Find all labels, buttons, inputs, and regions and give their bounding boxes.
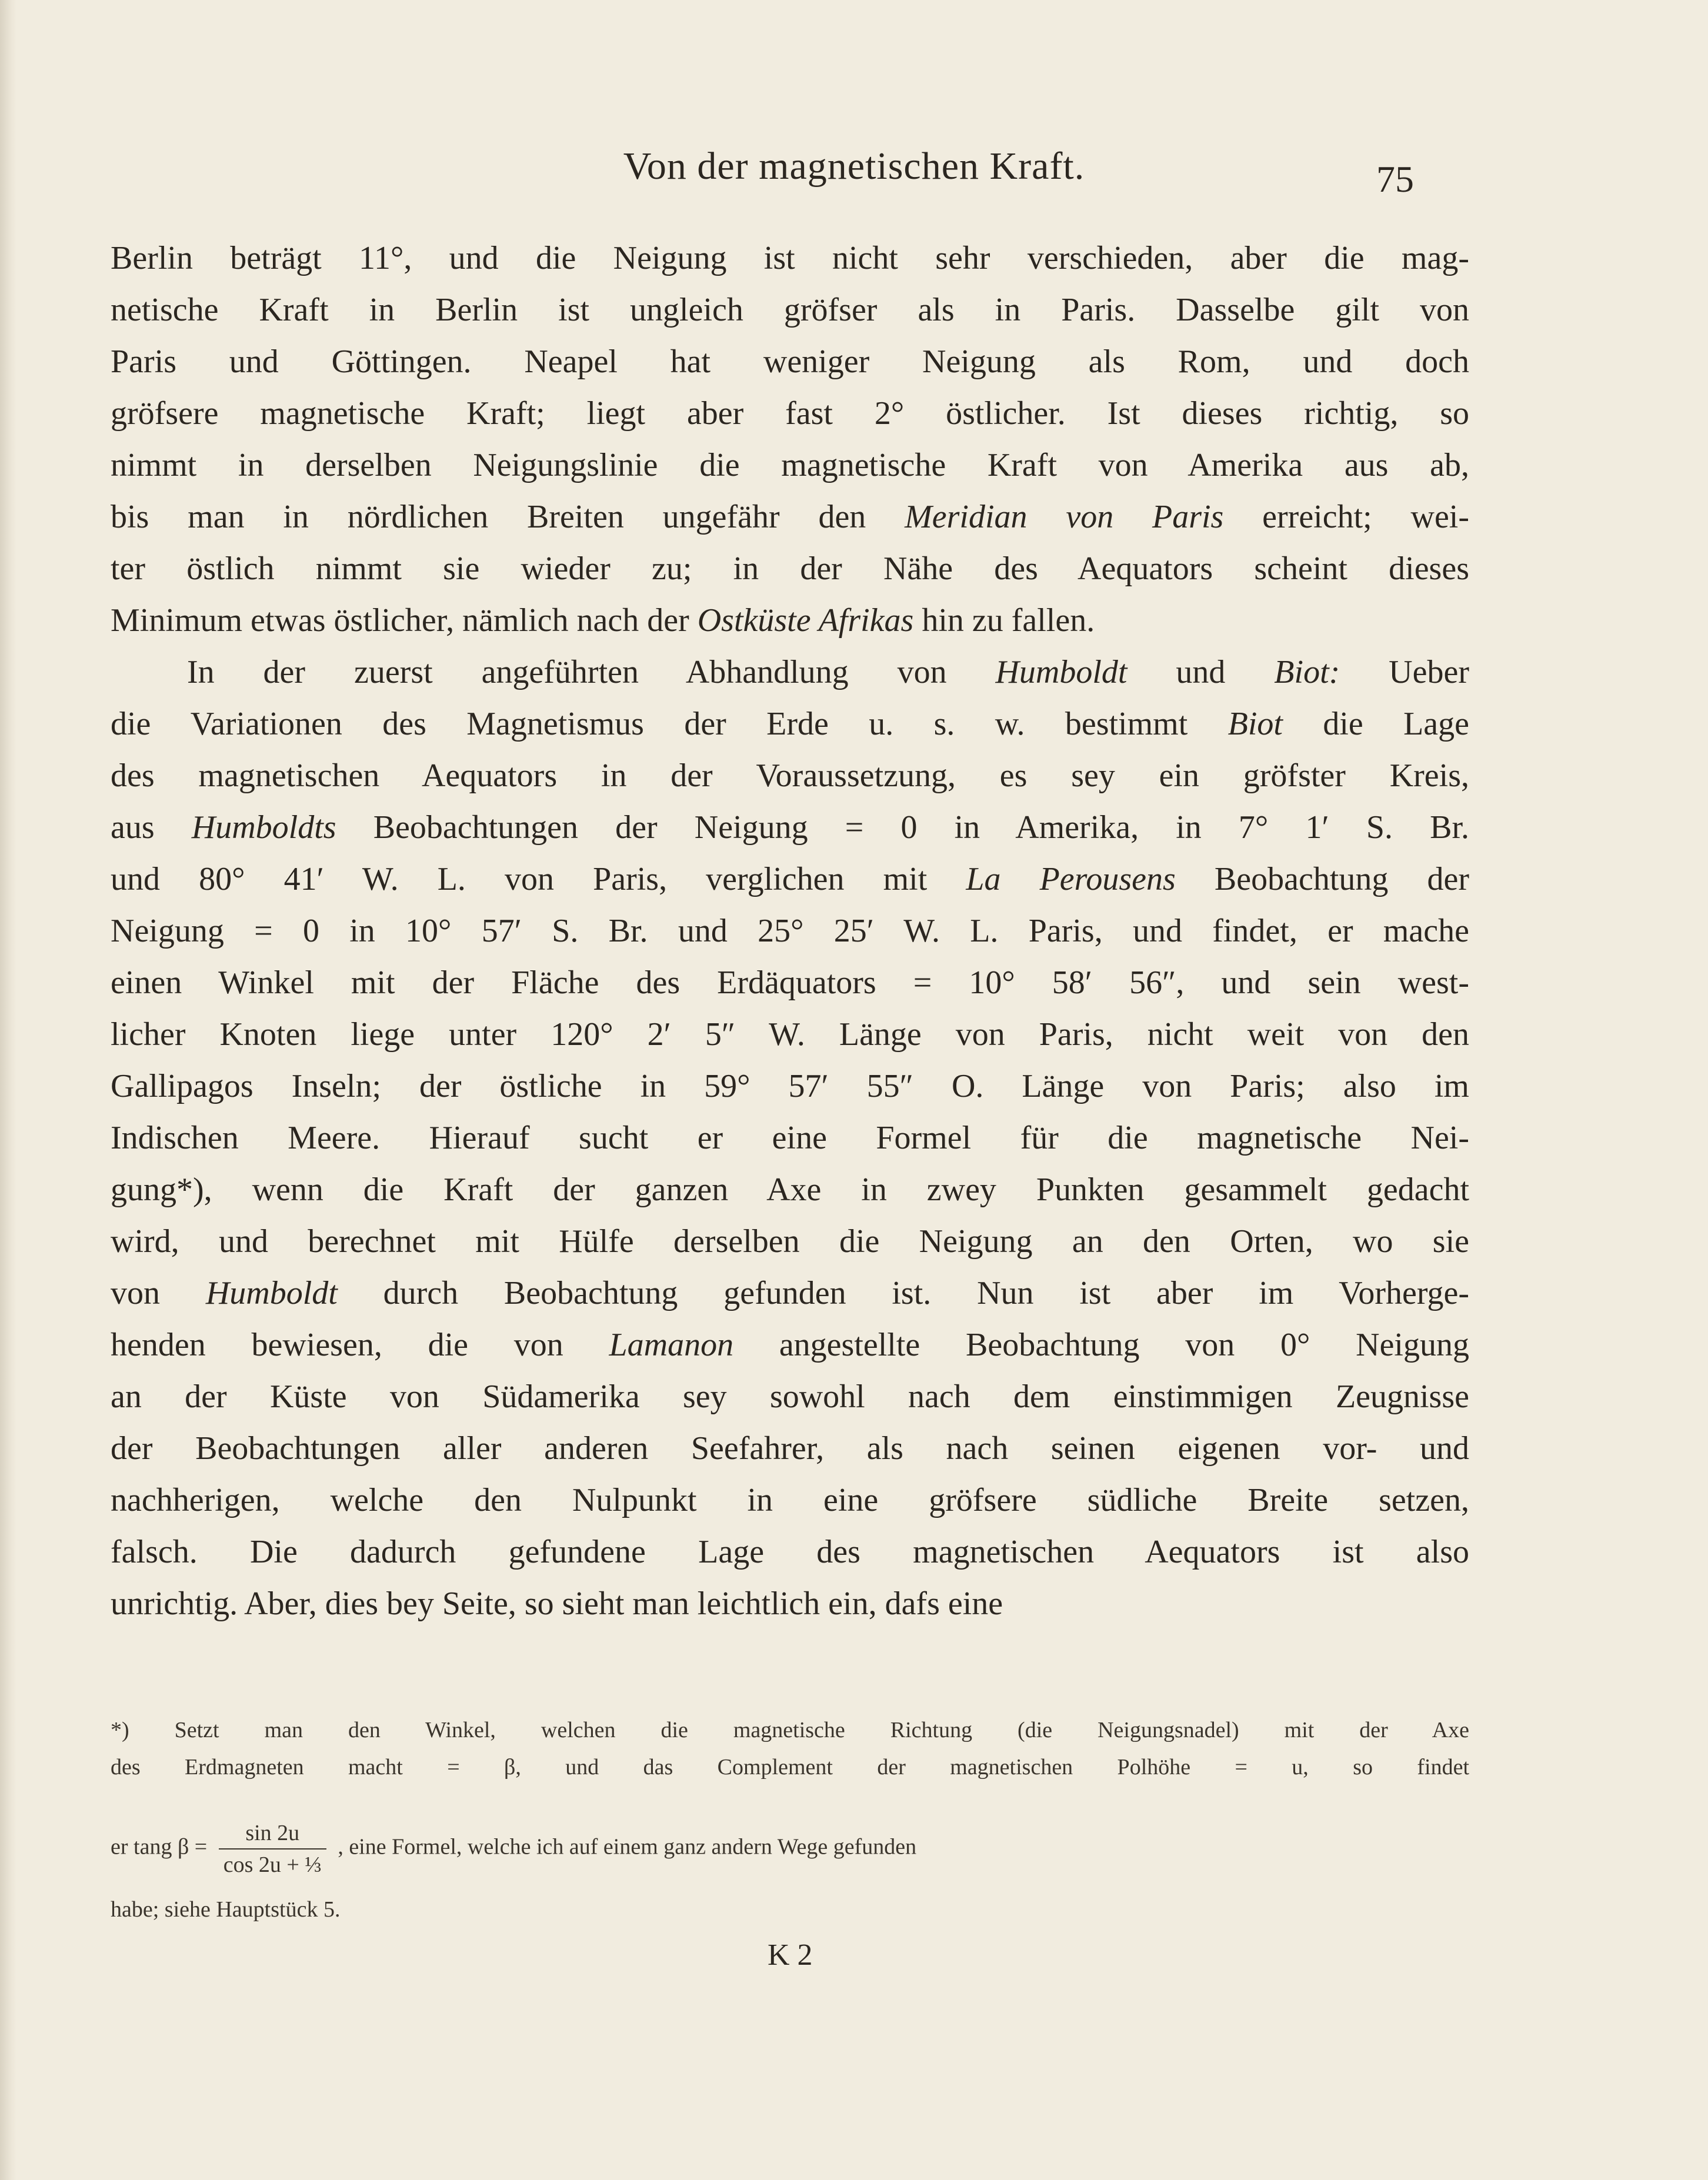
- text-segment: In der zuerst angeführten Abhandlung von: [187, 654, 996, 690]
- text-line: [111, 1164, 1469, 1216]
- signature-mark: K 2: [768, 1938, 813, 1972]
- text-segment: bis man in nördlichen Breiten ungefähr den: [111, 499, 905, 535]
- text-segment: von: [111, 1275, 206, 1311]
- text-segment: unrichtig. Aber, dies bey Seite, so sieht man leichtlich ein, dafs eine: [111, 1585, 1003, 1622]
- text-segment: Ueber: [1340, 654, 1469, 690]
- formula-suffix: , eine Formel, welche ich auf einem ganz andern Wege gefunden: [338, 1834, 917, 1859]
- text-segment: aus: [111, 809, 192, 846]
- text-segment: Beobachtung der: [1175, 861, 1469, 897]
- footnote-line-2: des Erdmagneten macht = β, und das Complement der magnetischen Polhöhe = u, so findet: [111, 1755, 1469, 1780]
- text-segment: und: [1127, 654, 1275, 690]
- text-segment: Paris und Göttingen. Neapel hat weniger Neigung als Rom, und doch: [111, 343, 1469, 380]
- italic-name: Meridian von Paris: [905, 499, 1224, 535]
- formula-fraction: [219, 1820, 326, 1878]
- text-line: [111, 1267, 1469, 1319]
- italic-name: Humboldt: [995, 654, 1127, 690]
- text-segment: gröfsere magnetische Kraft; liegt aber fast 2° östlicher. Ist dieses richtig, so: [111, 395, 1469, 432]
- text-segment: Beobachtungen der Neigung = 0 in Amerika, in 7° 1′ S. Br.: [336, 809, 1469, 846]
- text-line: [111, 1319, 1469, 1371]
- text-segment: ter östlich nimmt sie wieder zu; in der Nähe des Aequators scheint dieses: [111, 550, 1469, 587]
- text-line: [111, 750, 1469, 802]
- text-line: [111, 1474, 1469, 1526]
- italic-name: Lamanon: [609, 1327, 734, 1363]
- text-segment: einen Winkel mit der Fläche des Erdäquators = 10° 58′ 56″, und sein west-: [111, 964, 1469, 1001]
- footnote-formula-line: [111, 1820, 1469, 1878]
- italic-name: Biot: [1227, 706, 1283, 742]
- text-segment: Indischen Meere. Hierauf sucht er eine Formel für die magnetische Nei-: [111, 1120, 1469, 1156]
- text-line: [111, 698, 1469, 750]
- text-segment: hin zu fallen.: [913, 602, 1095, 639]
- text-line: [111, 1578, 1469, 1630]
- text-segment: gung*), wenn die Kraft der ganzen Axe in zwey Punkten gesammelt gedacht: [111, 1171, 1469, 1208]
- text-segment: falsch. Die dadurch gefundene Lage des magnetischen Aequators ist also: [111, 1534, 1469, 1570]
- text-line: [111, 491, 1469, 543]
- text-segment: Minimum etwas östlicher, nämlich nach der: [111, 602, 698, 639]
- page-number: 75: [1376, 158, 1414, 200]
- text-segment: die Variationen des Magnetismus der Erde u. s. w. bestimmt: [111, 706, 1228, 742]
- text-line: [111, 232, 1469, 284]
- text-segment: durch Beobachtung gefunden ist. Nun ist aber im Vorherge-: [337, 1275, 1470, 1311]
- text-line: [111, 1371, 1469, 1423]
- text-segment: nimmt in derselben Neigungslinie die magnetische Kraft von Amerika aus ab,: [111, 447, 1469, 483]
- text-segment: die Lage: [1282, 706, 1469, 742]
- text-segment: der Beobachtungen aller anderen Seefahrer, als nach seinen eigenen vor- und: [111, 1430, 1469, 1467]
- text-segment: an der Küste von Südamerika sey sowohl nach dem einstimmigen Zeugnisse: [111, 1378, 1469, 1415]
- text-line: [111, 284, 1469, 336]
- text-line: [111, 388, 1469, 439]
- main-text: [111, 232, 1469, 1630]
- text-segment: licher Knoten liege unter 120° 2′ 5″ W. Länge von Paris, nicht weit von den: [111, 1016, 1469, 1053]
- italic-name: Ostküste Afrikas: [697, 602, 914, 639]
- italic-name: La Perousens: [966, 861, 1176, 897]
- text-segment: henden bewiesen, die von: [111, 1327, 609, 1363]
- text-line: [111, 853, 1469, 905]
- formula-prefix: er tang β =: [111, 1834, 208, 1859]
- formula-denominator: cos 2u + ⅓: [219, 1848, 326, 1878]
- text-segment: des magnetischen Aequators in der Voraussetzung, es sey ein gröfster Kreis,: [111, 757, 1469, 794]
- text-line: [111, 595, 1469, 646]
- text-line: [111, 1060, 1469, 1112]
- text-line: [111, 336, 1469, 388]
- text-segment: erreicht; wei-: [1223, 499, 1470, 535]
- text-segment: und 80° 41′ W. L. von Paris, verglichen mit: [111, 861, 966, 897]
- italic-name: Humboldts: [191, 809, 336, 846]
- running-title: Von der magnetischen Kraft.: [623, 145, 1085, 188]
- text-segment: Neigung = 0 in 10° 57′ S. Br. und 25° 25′ W. L. Paris, und findet, er mache: [111, 913, 1469, 949]
- text-line: [111, 543, 1469, 595]
- text-line: [111, 1112, 1469, 1164]
- text-segment: Gallipagos Inseln; der östliche in 59° 57′ 55″ O. Länge von Paris; also im: [111, 1068, 1469, 1104]
- text-segment: Berlin beträgt 11°, und die Neigung ist nicht sehr verschieden, aber die mag-: [111, 240, 1469, 276]
- text-segment: wird, und berechnet mit Hülfe derselben die Neigung an den Orten, wo sie: [111, 1223, 1469, 1260]
- text-line: [111, 1526, 1469, 1578]
- footnote-line-1: *) Setzt man den Winkel, welchen die magnetische Richtung (die Neigungsnadel) mit der Axe: [111, 1718, 1469, 1742]
- footnote-line-4: habe; siehe Hauptstück 5.: [111, 1897, 341, 1922]
- text-line: [111, 1009, 1469, 1060]
- text-line: [111, 439, 1469, 491]
- text-line: [111, 905, 1469, 957]
- text-line: [111, 646, 1469, 698]
- text-segment: netische Kraft in Berlin ist ungleich gröfser als in Paris. Dasselbe gilt von: [111, 292, 1469, 328]
- text-line: [111, 1423, 1469, 1474]
- text-segment: angestellte Beobachtung von 0° Neigung: [733, 1327, 1469, 1363]
- italic-name: Biot:: [1274, 654, 1340, 690]
- text-line: [111, 1216, 1469, 1267]
- text-segment: nachherigen, welche den Nulpunkt in eine gröfsere südliche Breite setzen,: [111, 1482, 1469, 1518]
- text-line: [111, 802, 1469, 853]
- formula-numerator: sin 2u: [245, 1821, 300, 1845]
- text-line: [111, 957, 1469, 1009]
- page-gutter-shadow: [0, 0, 16, 2180]
- italic-name: Humboldt: [205, 1275, 338, 1311]
